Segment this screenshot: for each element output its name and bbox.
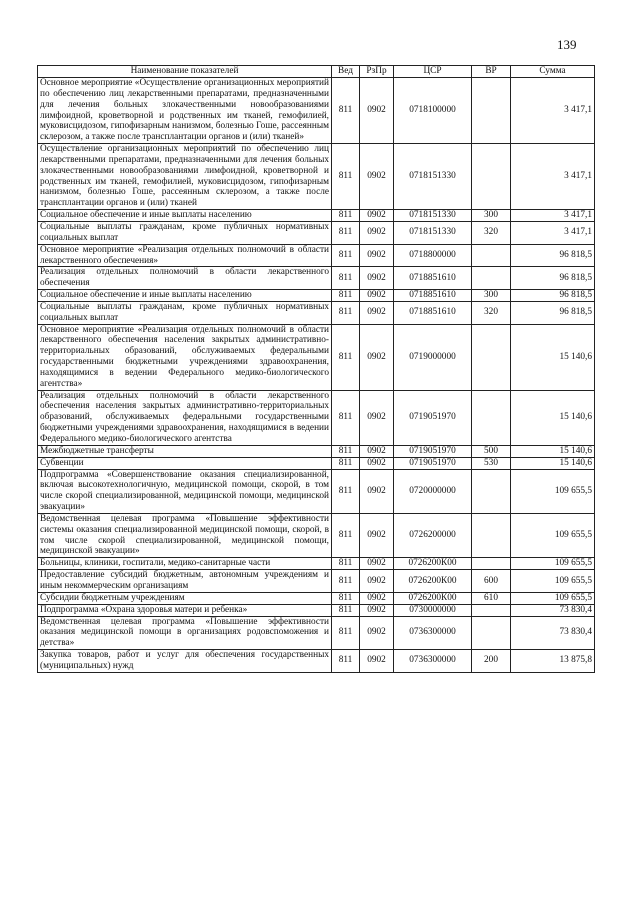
cell-ved: 811 <box>332 301 360 324</box>
header-rzpr: РзПр <box>360 66 394 78</box>
header-ved: Вед <box>332 66 360 78</box>
cell-name: Предоставление субсидий бюджетным, автономным учреждениям и иным некоммерческим организациям <box>38 570 332 593</box>
cell-name: Ведомственная целевая программа «Повышение эффективности системы оказания специализированной медицинской помощи, скорой, в том числе скорой специализированной, медицинской помощи, медицинской эвакуации» <box>38 513 332 557</box>
cell-csr: 0718151330 <box>394 144 472 210</box>
cell-name: Основное мероприятие «Реализация отдельных полномочий в области лекарственного обеспечения населения закрытых административно-территориальных образований, обслуживаемых федеральными государственными бюджетными учреждениями здравоохранения, находящимися в ведении Федерального медико-биологического агентства» <box>38 324 332 390</box>
cell-csr: 0720000000 <box>394 469 472 513</box>
table-row <box>38 513 595 557</box>
cell-ved: 811 <box>332 210 360 222</box>
cell-sum: 73 830,4 <box>511 616 595 650</box>
cell-csr: 0718851610 <box>394 267 472 290</box>
cell-ved: 811 <box>332 457 360 469</box>
cell-sum: 3 417,1 <box>511 221 595 244</box>
cell-name: Ведомственная целевая программа «Повышение эффективности оказания медицинской помощи в организациях родовспоможения и детства» <box>38 616 332 650</box>
cell-ved: 811 <box>332 592 360 604</box>
cell-name: Закупка товаров, работ и услуг для обеспечения государственных (муниципальных) нужд <box>38 650 332 673</box>
cell-rzpr: 0902 <box>360 445 394 457</box>
cell-csr: 0726200К00 <box>394 592 472 604</box>
cell-ved: 811 <box>332 221 360 244</box>
cell-vr <box>472 78 511 144</box>
cell-vr: 600 <box>472 570 511 593</box>
cell-sum: 15 140,6 <box>511 457 595 469</box>
cell-rzpr: 0902 <box>360 267 394 290</box>
cell-rzpr: 0902 <box>360 457 394 469</box>
cell-sum: 96 818,5 <box>511 301 595 324</box>
cell-ved: 811 <box>332 78 360 144</box>
table-row <box>38 570 595 593</box>
cell-ved: 811 <box>332 390 360 445</box>
cell-vr: 320 <box>472 301 511 324</box>
cell-sum: 96 818,5 <box>511 267 595 290</box>
cell-name: Субвенции <box>38 457 332 469</box>
cell-vr <box>472 390 511 445</box>
cell-rzpr: 0902 <box>360 650 394 673</box>
table-row <box>38 78 595 144</box>
cell-name: Основное мероприятие «Реализация отдельных полномочий в области лекарственного обеспечения» <box>38 244 332 267</box>
cell-vr <box>472 267 511 290</box>
cell-csr: 0718151330 <box>394 221 472 244</box>
cell-name: Основное мероприятие «Осуществление организационных мероприятий по обеспечению лиц лекарственными препаратами, предназначенными для лечения больных злокачественными новообразованиями лимфоидной, кроветворной и родственных им тканей, гемофилией, муковисцидозом, гипофизарным нанизмом, болезнью Гоше, рассеянным склерозом, а также после трансплантации органов и (или) тканей» <box>38 78 332 144</box>
cell-csr: 0736300000 <box>394 650 472 673</box>
cell-sum: 109 655,5 <box>511 469 595 513</box>
cell-rzpr: 0902 <box>360 301 394 324</box>
cell-csr: 0718151330 <box>394 210 472 222</box>
cell-ved: 811 <box>332 650 360 673</box>
cell-name: Подпрограмма «Охрана здоровья матери и ребенка» <box>38 604 332 616</box>
cell-vr: 300 <box>472 290 511 302</box>
table-row <box>38 324 595 390</box>
cell-csr: 0730000000 <box>394 604 472 616</box>
cell-vr <box>472 558 511 570</box>
cell-vr <box>472 144 511 210</box>
cell-ved: 811 <box>332 616 360 650</box>
table-row <box>38 290 595 302</box>
cell-name: Социальные выплаты гражданам, кроме публичных нормативных социальных выплат <box>38 301 332 324</box>
table-row <box>38 221 595 244</box>
cell-csr: 0719051970 <box>394 457 472 469</box>
cell-sum: 3 417,1 <box>511 144 595 210</box>
cell-csr: 0719000000 <box>394 324 472 390</box>
cell-rzpr: 0902 <box>360 570 394 593</box>
cell-name: Реализация отдельных полномочий в области лекарственного обеспечения <box>38 267 332 290</box>
cell-name: Больницы, клиники, госпитали, медико-санитарные части <box>38 558 332 570</box>
cell-rzpr: 0902 <box>360 244 394 267</box>
cell-ved: 811 <box>332 469 360 513</box>
cell-rzpr: 0902 <box>360 616 394 650</box>
budget-table <box>37 65 595 673</box>
cell-ved: 811 <box>332 144 360 210</box>
cell-vr <box>472 469 511 513</box>
cell-csr: 0719051970 <box>394 390 472 445</box>
cell-rzpr: 0902 <box>360 390 394 445</box>
cell-sum: 96 818,5 <box>511 244 595 267</box>
cell-name: Социальное обеспечение и иные выплаты населению <box>38 290 332 302</box>
cell-ved: 811 <box>332 267 360 290</box>
header-vr: ВР <box>472 66 511 78</box>
cell-name: Межбюджетные трансферты <box>38 445 332 457</box>
table-row <box>38 301 595 324</box>
cell-rzpr: 0902 <box>360 290 394 302</box>
cell-csr: 0718800000 <box>394 244 472 267</box>
cell-csr: 0718851610 <box>394 290 472 302</box>
cell-vr: 500 <box>472 445 511 457</box>
cell-vr: 320 <box>472 221 511 244</box>
cell-vr <box>472 513 511 557</box>
cell-vr <box>472 604 511 616</box>
table-row <box>38 616 595 650</box>
header-sum: Сумма <box>511 66 595 78</box>
page-number: 139 <box>557 37 577 52</box>
table-row <box>38 267 595 290</box>
cell-sum: 109 655,5 <box>511 558 595 570</box>
cell-sum: 15 140,6 <box>511 445 595 457</box>
header-csr: ЦСР <box>394 66 472 78</box>
cell-name: Субсидии бюджетным учреждениям <box>38 592 332 604</box>
table-row <box>38 244 595 267</box>
cell-name: Реализация отдельных полномочий в области лекарственного обеспечения населения закрытых административно-территориальных образований, обслуживаемых федеральными государственными бюджетными учреждениями здравоохранения, находящимися в ведении Федерального медико-биологического агентства <box>38 390 332 445</box>
cell-csr: 0726200К00 <box>394 558 472 570</box>
cell-sum: 3 417,1 <box>511 210 595 222</box>
cell-rzpr: 0902 <box>360 604 394 616</box>
table-row <box>38 469 595 513</box>
cell-sum: 109 655,5 <box>511 513 595 557</box>
cell-csr: 0718100000 <box>394 78 472 144</box>
cell-vr <box>472 616 511 650</box>
cell-vr <box>472 324 511 390</box>
cell-ved: 811 <box>332 324 360 390</box>
cell-csr: 0718851610 <box>394 301 472 324</box>
cell-rzpr: 0902 <box>360 513 394 557</box>
cell-rzpr: 0902 <box>360 78 394 144</box>
cell-sum: 109 655,5 <box>511 570 595 593</box>
cell-ved: 811 <box>332 570 360 593</box>
header-name: Наименование показателей <box>38 66 332 78</box>
table-row <box>38 390 595 445</box>
cell-sum: 96 818,5 <box>511 290 595 302</box>
table-row <box>38 445 595 457</box>
cell-rzpr: 0902 <box>360 592 394 604</box>
cell-rzpr: 0902 <box>360 221 394 244</box>
cell-ved: 811 <box>332 513 360 557</box>
cell-csr: 0726200000 <box>394 513 472 557</box>
table-row <box>38 592 595 604</box>
cell-ved: 811 <box>332 445 360 457</box>
table-header-row <box>38 66 595 78</box>
cell-vr: 530 <box>472 457 511 469</box>
cell-ved: 811 <box>332 290 360 302</box>
cell-csr: 0726200К00 <box>394 570 472 593</box>
table-row <box>38 650 595 673</box>
table-row <box>38 210 595 222</box>
cell-vr <box>472 244 511 267</box>
table-row <box>38 604 595 616</box>
cell-ved: 811 <box>332 558 360 570</box>
cell-ved: 811 <box>332 244 360 267</box>
cell-name: Социальные выплаты гражданам, кроме публичных нормативных социальных выплат <box>38 221 332 244</box>
cell-sum: 13 875,8 <box>511 650 595 673</box>
cell-vr: 200 <box>472 650 511 673</box>
table-row <box>38 144 595 210</box>
cell-csr: 0719051970 <box>394 445 472 457</box>
table-row <box>38 457 595 469</box>
cell-rzpr: 0902 <box>360 210 394 222</box>
cell-vr: 610 <box>472 592 511 604</box>
cell-sum: 15 140,6 <box>511 324 595 390</box>
cell-sum: 3 417,1 <box>511 78 595 144</box>
cell-csr: 0736300000 <box>394 616 472 650</box>
cell-ved: 811 <box>332 604 360 616</box>
cell-name: Осуществление организационных мероприятий по обеспечению лиц лекарственными препаратами, предназначенными для лечения больных злокачественными новообразованиями лимфоидной, кроветворной и родственных им тканей, гемофилией, муковисцидозом, гипофизарным нанизмом, болезнью Гоше, рассеянным склерозом, а также после трансплантации органов и (или) тканей <box>38 144 332 210</box>
cell-name: Подпрограмма «Совершенствование оказания специализированной, включая высокотехнологичную, медицинской помощи, скорой, в том числе скорой специализированной, медицинской помощи, медицинской эвакуации» <box>38 469 332 513</box>
cell-sum: 15 140,6 <box>511 390 595 445</box>
cell-name: Социальное обеспечение и иные выплаты населению <box>38 210 332 222</box>
cell-sum: 73 830,4 <box>511 604 595 616</box>
cell-rzpr: 0902 <box>360 324 394 390</box>
cell-rzpr: 0902 <box>360 144 394 210</box>
table-row <box>38 558 595 570</box>
cell-rzpr: 0902 <box>360 469 394 513</box>
cell-vr: 300 <box>472 210 511 222</box>
cell-rzpr: 0902 <box>360 558 394 570</box>
cell-sum: 109 655,5 <box>511 592 595 604</box>
